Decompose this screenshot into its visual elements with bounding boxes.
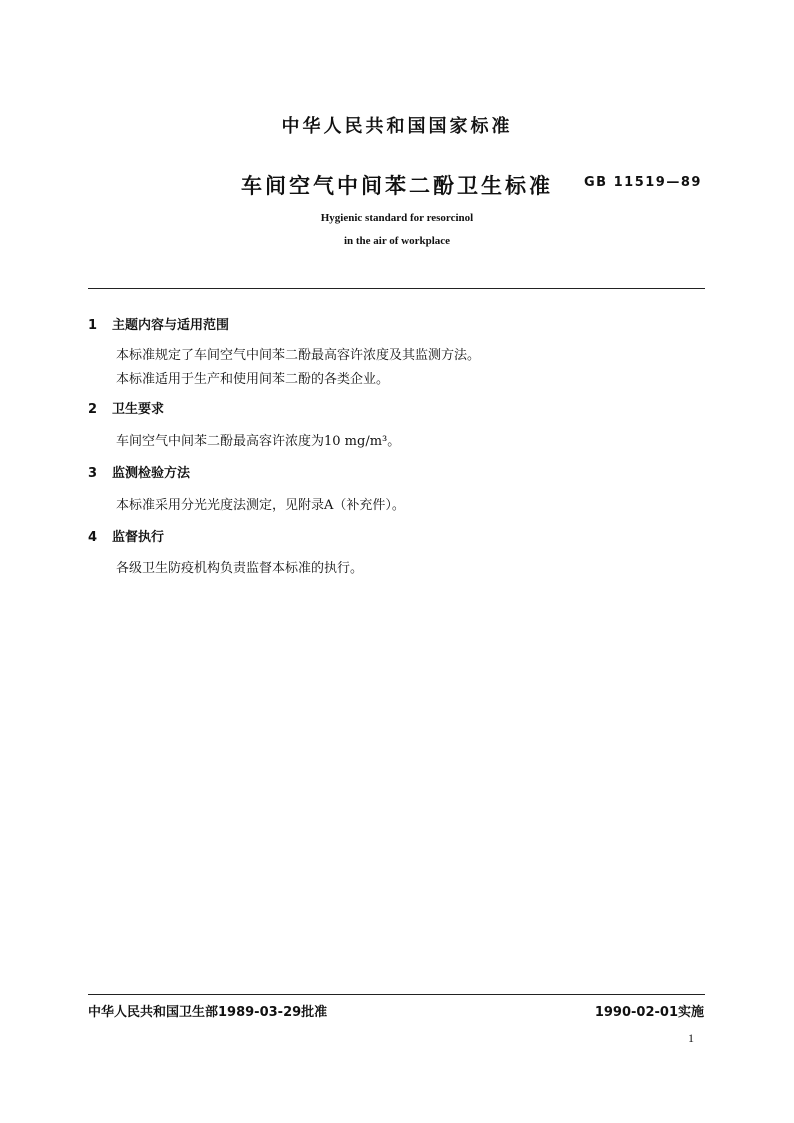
- section-title: 监测检验方法: [112, 466, 191, 481]
- paragraph: 本标准适用于生产和使用间苯二酚的各类企业。: [116, 372, 390, 387]
- section-number: 1: [88, 318, 98, 333]
- english-title-line-1: Hygienic standard for resorcinol: [320, 212, 474, 224]
- section-heading-1: [88, 314, 229, 333]
- section-title: 主题内容与适用范围: [112, 318, 230, 333]
- approval-statement: 中华人民共和国卫生部1989-03-29批准: [88, 1005, 328, 1020]
- document-title: 车间空气中间苯二酚卫生标准: [241, 174, 553, 198]
- effective-date: 1990-02-01实施: [594, 1005, 704, 1020]
- section-title: 卫生要求: [112, 402, 165, 417]
- paragraph: 本标准采用分光光度法测定，见附录A（补充件）。: [116, 498, 405, 513]
- section-number: 2: [88, 402, 98, 417]
- paragraph: 各级卫生防疫机构负责监督本标准的执行。: [116, 561, 364, 576]
- section-heading-4: [88, 526, 164, 545]
- page-number: 1: [688, 1031, 694, 1045]
- header-divider: [88, 288, 705, 289]
- section-title: 监督执行: [112, 530, 165, 545]
- national-standard-header: 中华人民共和国国家标准: [281, 116, 513, 137]
- section-heading-2: [88, 398, 164, 417]
- section-number: 4: [88, 530, 98, 545]
- paragraph: 车间空气中间苯二酚最高容许浓度为10 mg/m³。: [116, 434, 401, 449]
- section-heading-3: [88, 462, 190, 481]
- standard-number: GB 11519—89: [584, 175, 702, 190]
- footer-divider: [88, 994, 705, 995]
- paragraph: 本标准规定了车间空气中间苯二酚最高容许浓度及其监测方法。: [116, 348, 481, 363]
- english-title-line-2: in the air of workplace: [343, 235, 451, 247]
- section-number: 3: [88, 466, 98, 481]
